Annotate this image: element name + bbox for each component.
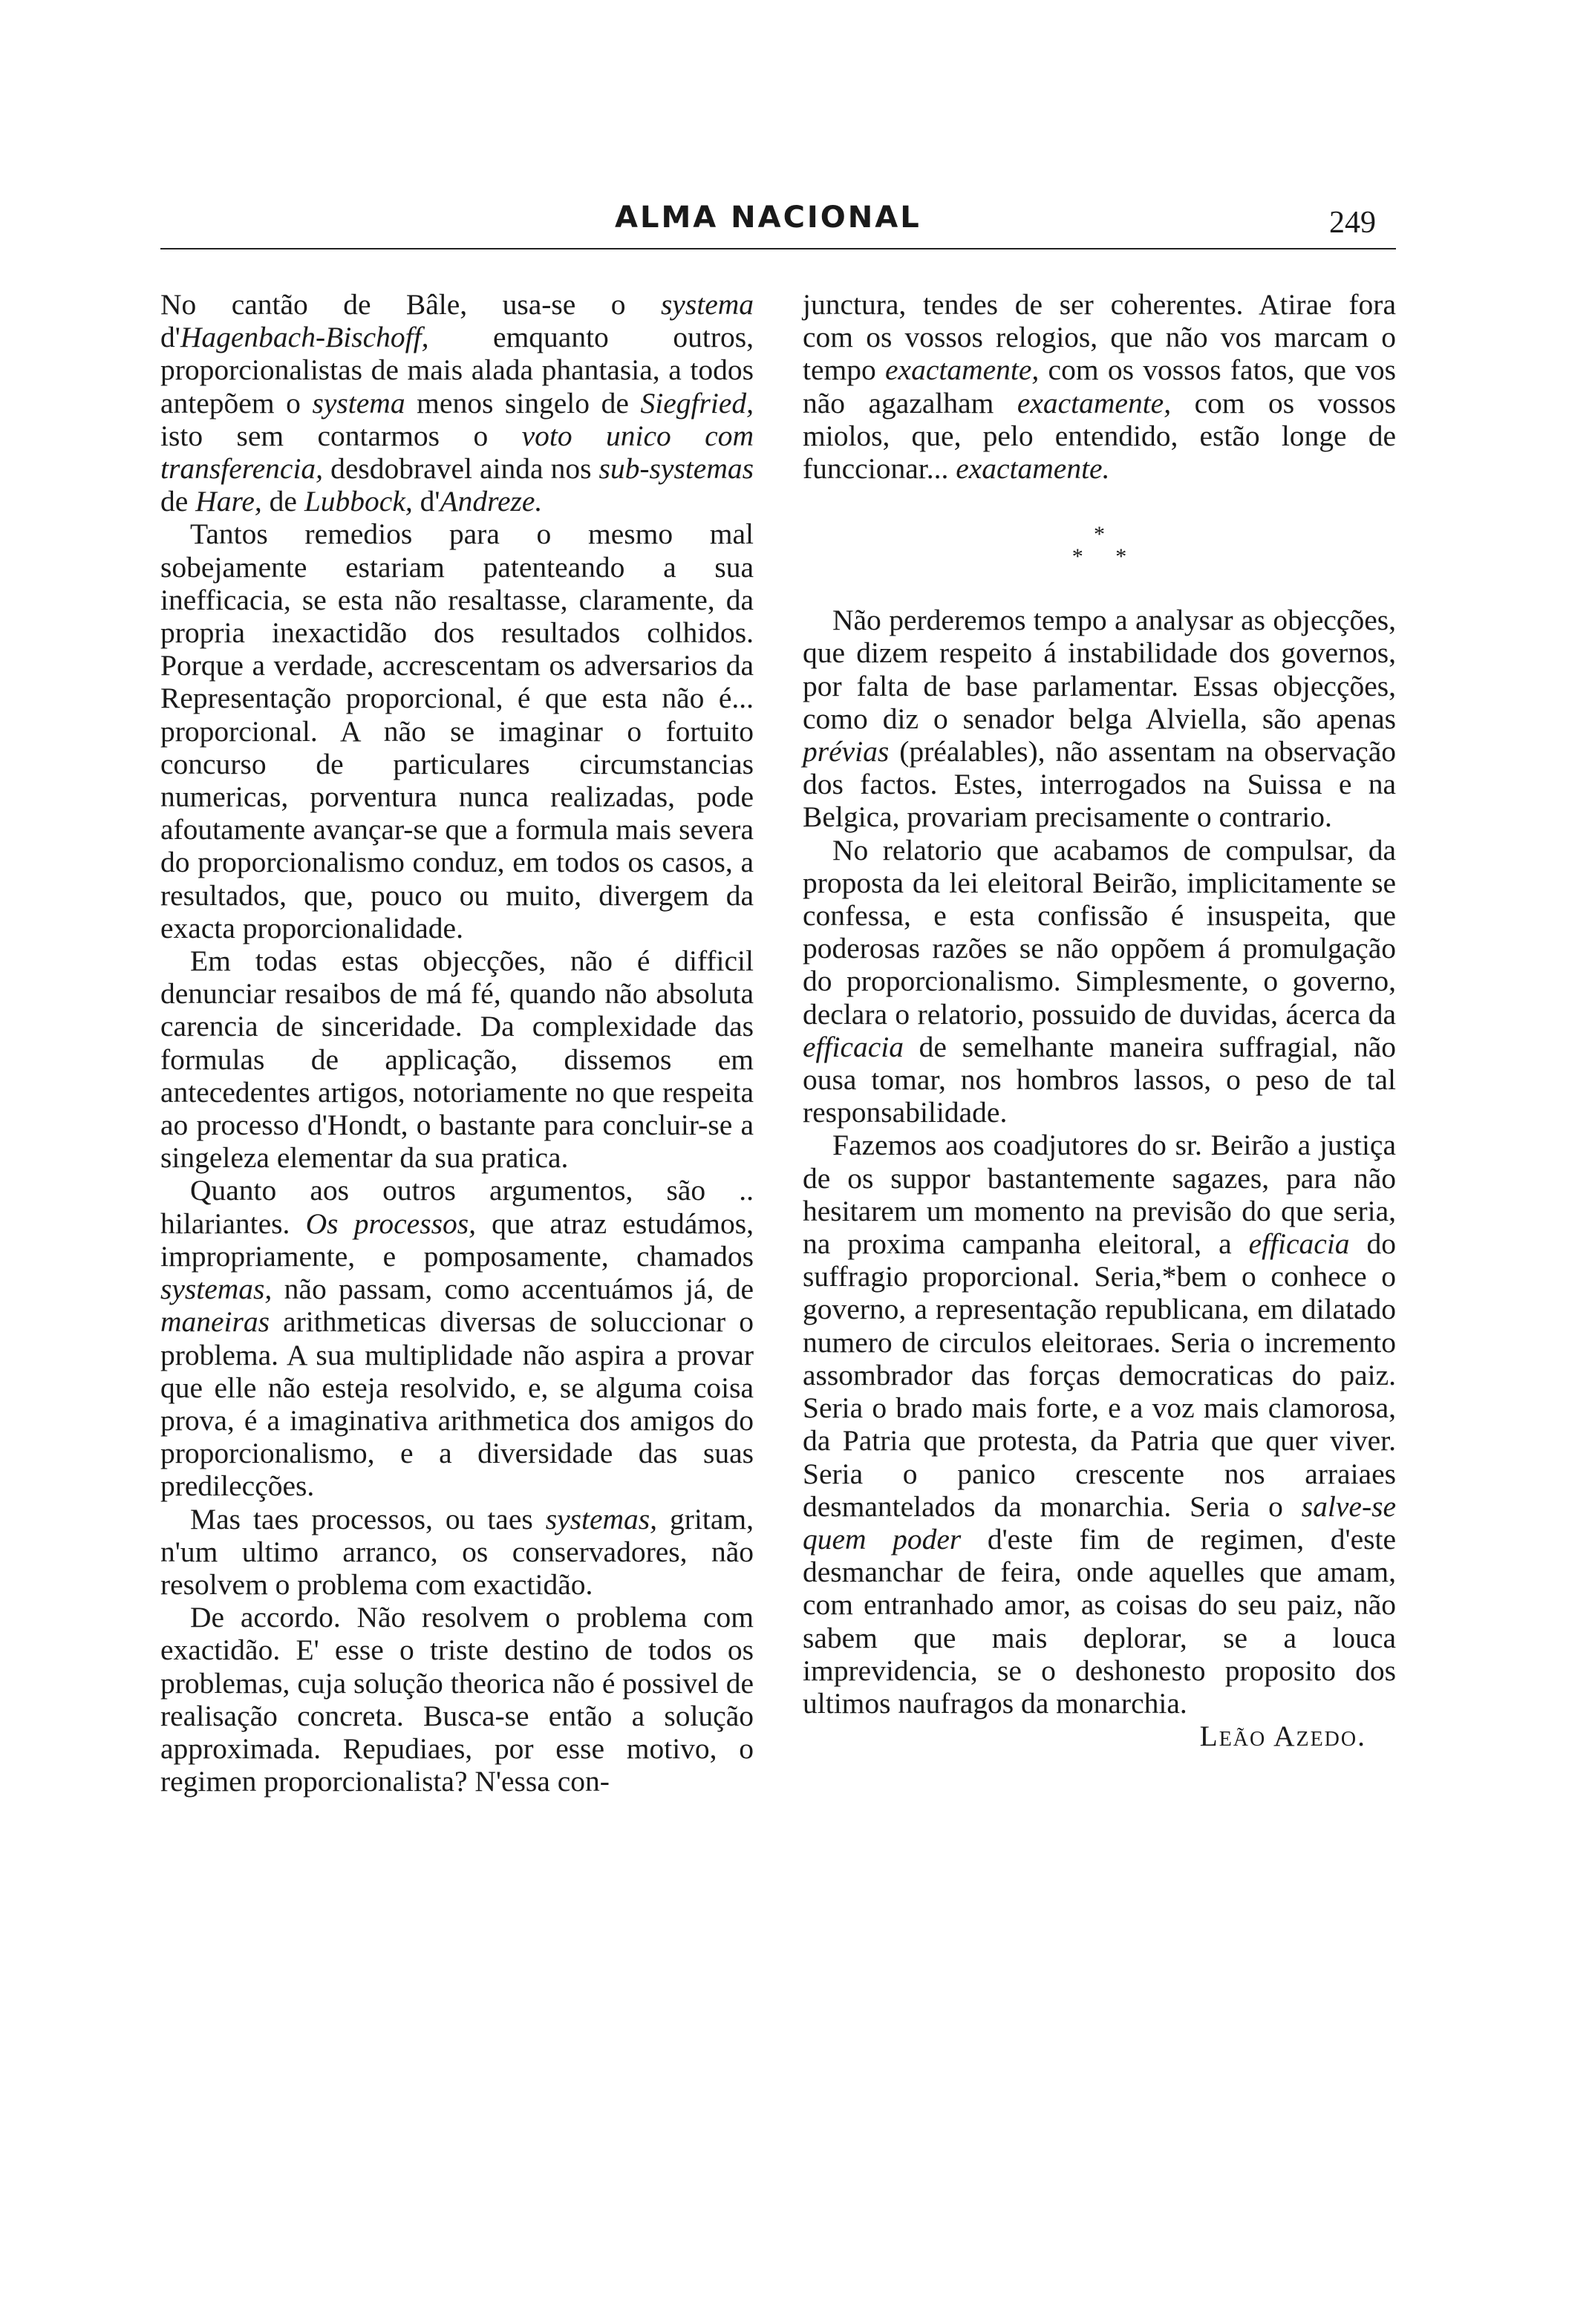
header-rule (160, 248, 1396, 249)
author-signature: Leão Azedo. (1199, 1720, 1366, 1753)
paragraph: Tantos remedios para o mesmo mal sobejamente estariam patenteando a sua inefficacia, se esta não resaltasse, claramente, da propria inexactidão dos resultados colhidos. Porque a verdade, accrescentam os adversarios da Representação proporcional, é que esta não é... proporcional. A não se imaginar o fortuito concurso de particulares circumstancias numericas, porventura nunca realizadas, pode afoutamente avançar-se que a formula mais severa do proporcionalismo conduz, em todos os casos, a resultados, que, pouco ou muito, divergem da exacta proporcionalidade. (160, 518, 754, 944)
right-column (803, 288, 1396, 1752)
paragraph: Quanto aos outros argumentos, são .. hilariantes. Os processos, que atraz estudámos, impropriamente, e pomposamente, chamados systemas, não passam, como accentuámos já, de maneiras arithmeticas diversas de soluccionar o problema. A sua multiplidade não aspira a provar que elle não esteja resolvido, e, se alguma coisa prova, é a imaginativa arithmetica dos amigos do proporcionalismo, e a diversidade das suas predilecções. (160, 1174, 754, 1503)
paragraph: No relatorio que acabamos de compulsar, da proposta da lei eleitoral Beirão, implicitamente se confessa, e esta confissão é insuspeita, que poderosas razões se não oppõem á promulgação do proporcionalismo. Simplesmente, o governo, declara o relatorio, possuido de duvidas, ácerca da efficacia de semelhante maneira suffragial, não ousa tomar, nos hombros lassos, o peso de tal responsabilidade. (803, 833, 1396, 1129)
left-column (160, 288, 754, 1798)
asterism-divider: * * * (1071, 522, 1127, 569)
paragraph: No cantão de Bâle, usa-se o systema d'Hagenbach-Bischoff, emquanto outros, proporcionalistas de mais alada phantasia, a todos antepõem o systema menos singelo de Siegfried, isto sem contarmos o voto unico com transferencia, desdobravel ainda nos sub-systemas de Hare, de Lubbock, d'Andreze. (160, 288, 754, 518)
page-number: 249 (1329, 206, 1376, 240)
paragraph: Mas taes processos, ou taes systemas, gritam, n'um ultimo arranco, os conservadores, não resolvem o problema com exactidão. (160, 1502, 754, 1601)
paragraph: De accordo. Não resolvem o problema com exactidão. E' esse o triste destino de todos os problemas, cuja solução theorica não é possivel de realisação concreta. Busca-se então a solução approximada. Repudiaes, por esse motivo, o regimen proporcionalista? N'essa con- (160, 1601, 754, 1798)
paragraph: Não perderemos tempo a analysar as objecções, que dizem respeito á instabilidade dos governos, por falta de base parlamentar. Essas objecções, como diz o senador belga Alviella, são apenas prévias (préalables), não assentam na observação dos factos. Estes, interrogados na Suissa e na Belgica, provariam precisamente o contrario. (803, 604, 1396, 834)
header-title: ALMA NACIONAL (615, 200, 921, 235)
paragraph: Em todas estas objecções, não é difficil denunciar resaibos de má fé, quando não absoluta carencia de sinceridade. Da complexidade das formulas de applicação, dissemos em antecedentes artigos, notoriamente no que respeita ao processo d'Hondt, o bastante para concluir-se a singeleza elementar da sua pratica. (160, 944, 754, 1175)
paragraph: junctura, tendes de ser coherentes. Atirae fora com os vossos relogios, que não vos marcam o tempo exactamente, com os vossos fatos, que vos não agazalham exactamente, com os vossos miolos, que, pelo entendido, estão longe de funccionar... exactamente. (803, 288, 1396, 486)
paragraph: Fazemos aos coadjutores do sr. Beirão a justiça de os suppor bastantemente sagazes, para não hesitarem um momento na previsão do que seria, na proxima campanha eleitoral, a efficacia do suffragio proporcional. Seria,*bem o conhece o governo, a representação republicana, em dilatado numero de circulos eleitoraes. Seria o incremento assombrador das forças democraticas do paiz. Seria o brado mais forte, e a voz mais clamorosa, da Patria que protesta, da Patria que quer viver. Seria o panico crescente nos arraiaes desmantelados da monarchia. Seria o salve-se quem poder d'este fim de regimen, d'este desmanchar de feira, onde aquelles que amam, com entranhado amor, as coisas do seu paiz, não sabem que mais deplorar, se a louca imprevidencia, se o deshonesto proposito dos ultimos naufragos da monarchia. (803, 1129, 1397, 1720)
